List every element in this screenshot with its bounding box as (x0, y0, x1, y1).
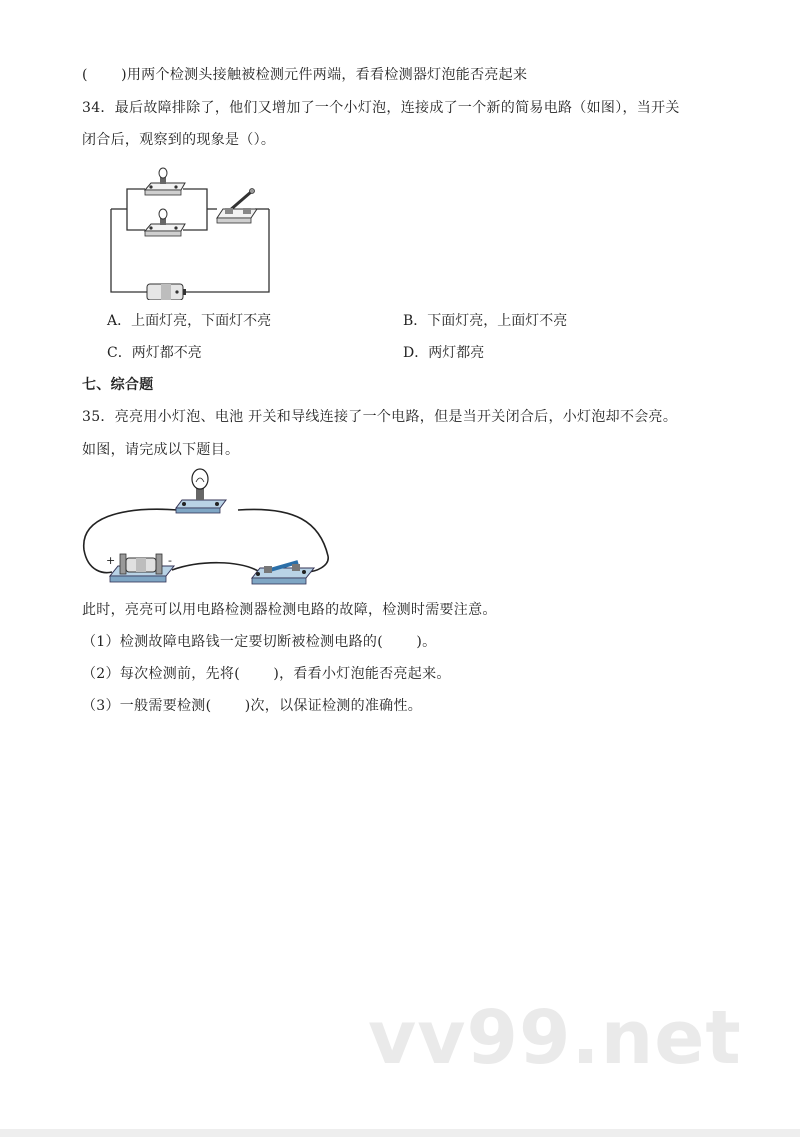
option-c: C．两灯都不亮 (107, 345, 202, 361)
sub-question-1: （1）检测故障电路钱一定要切断被检测电路的( )。 (82, 634, 437, 650)
switch-icon (217, 189, 257, 224)
option-b: B．下面灯亮，上面灯不亮 (403, 313, 568, 329)
parallel-circuit-figure (105, 164, 275, 300)
series-circuit-figure (80, 466, 336, 594)
sub-question-3: （3）一般需要检测( )次，以保证检测的准确性。 (82, 698, 423, 714)
battery-icon (106, 554, 174, 582)
question-35-text: 35．亮亮用小灯泡、电池 开关和导线连接了一个电路，但是当开关闭合后，小灯泡却不会亮。 (82, 409, 678, 425)
question-35-text-cont: 如图，请完成以下题目。 (82, 442, 240, 458)
battery-icon (147, 284, 186, 300)
option-d: D．两灯都亮 (403, 345, 485, 361)
watermark-text: vv99.net (368, 995, 742, 1081)
bulb-icon (176, 469, 226, 513)
page-bottom-edge (0, 1129, 800, 1137)
minus-label: - (168, 554, 172, 567)
question-34-text: 34．最后故障排除了，他们又增加了一个小灯泡，连接成了一个新的简易电路（如图），当开关 (82, 100, 680, 116)
option-a: A．上面灯亮，下面灯不亮 (107, 313, 272, 329)
section-heading: 七、综合题 (82, 377, 154, 393)
question-34-text-cont: 闭合后，观察到的现象是（）。 (82, 132, 276, 148)
question-35-instruction: 此时，亮亮可以用电路检测器检测电路的故障，检测时需要注意。 (82, 602, 497, 618)
switch-icon (252, 562, 314, 584)
question-33-option-text: ( )用两个检测头接触被检测元件两端，看看检测器灯泡能否亮起来 (82, 67, 528, 83)
plus-label: + (106, 554, 116, 567)
sub-question-2: （2）每次检测前，先将( )，看看小灯泡能否亮起来。 (82, 666, 451, 682)
bulb-icon-top (145, 168, 185, 195)
bulb-icon-bottom (145, 209, 185, 236)
